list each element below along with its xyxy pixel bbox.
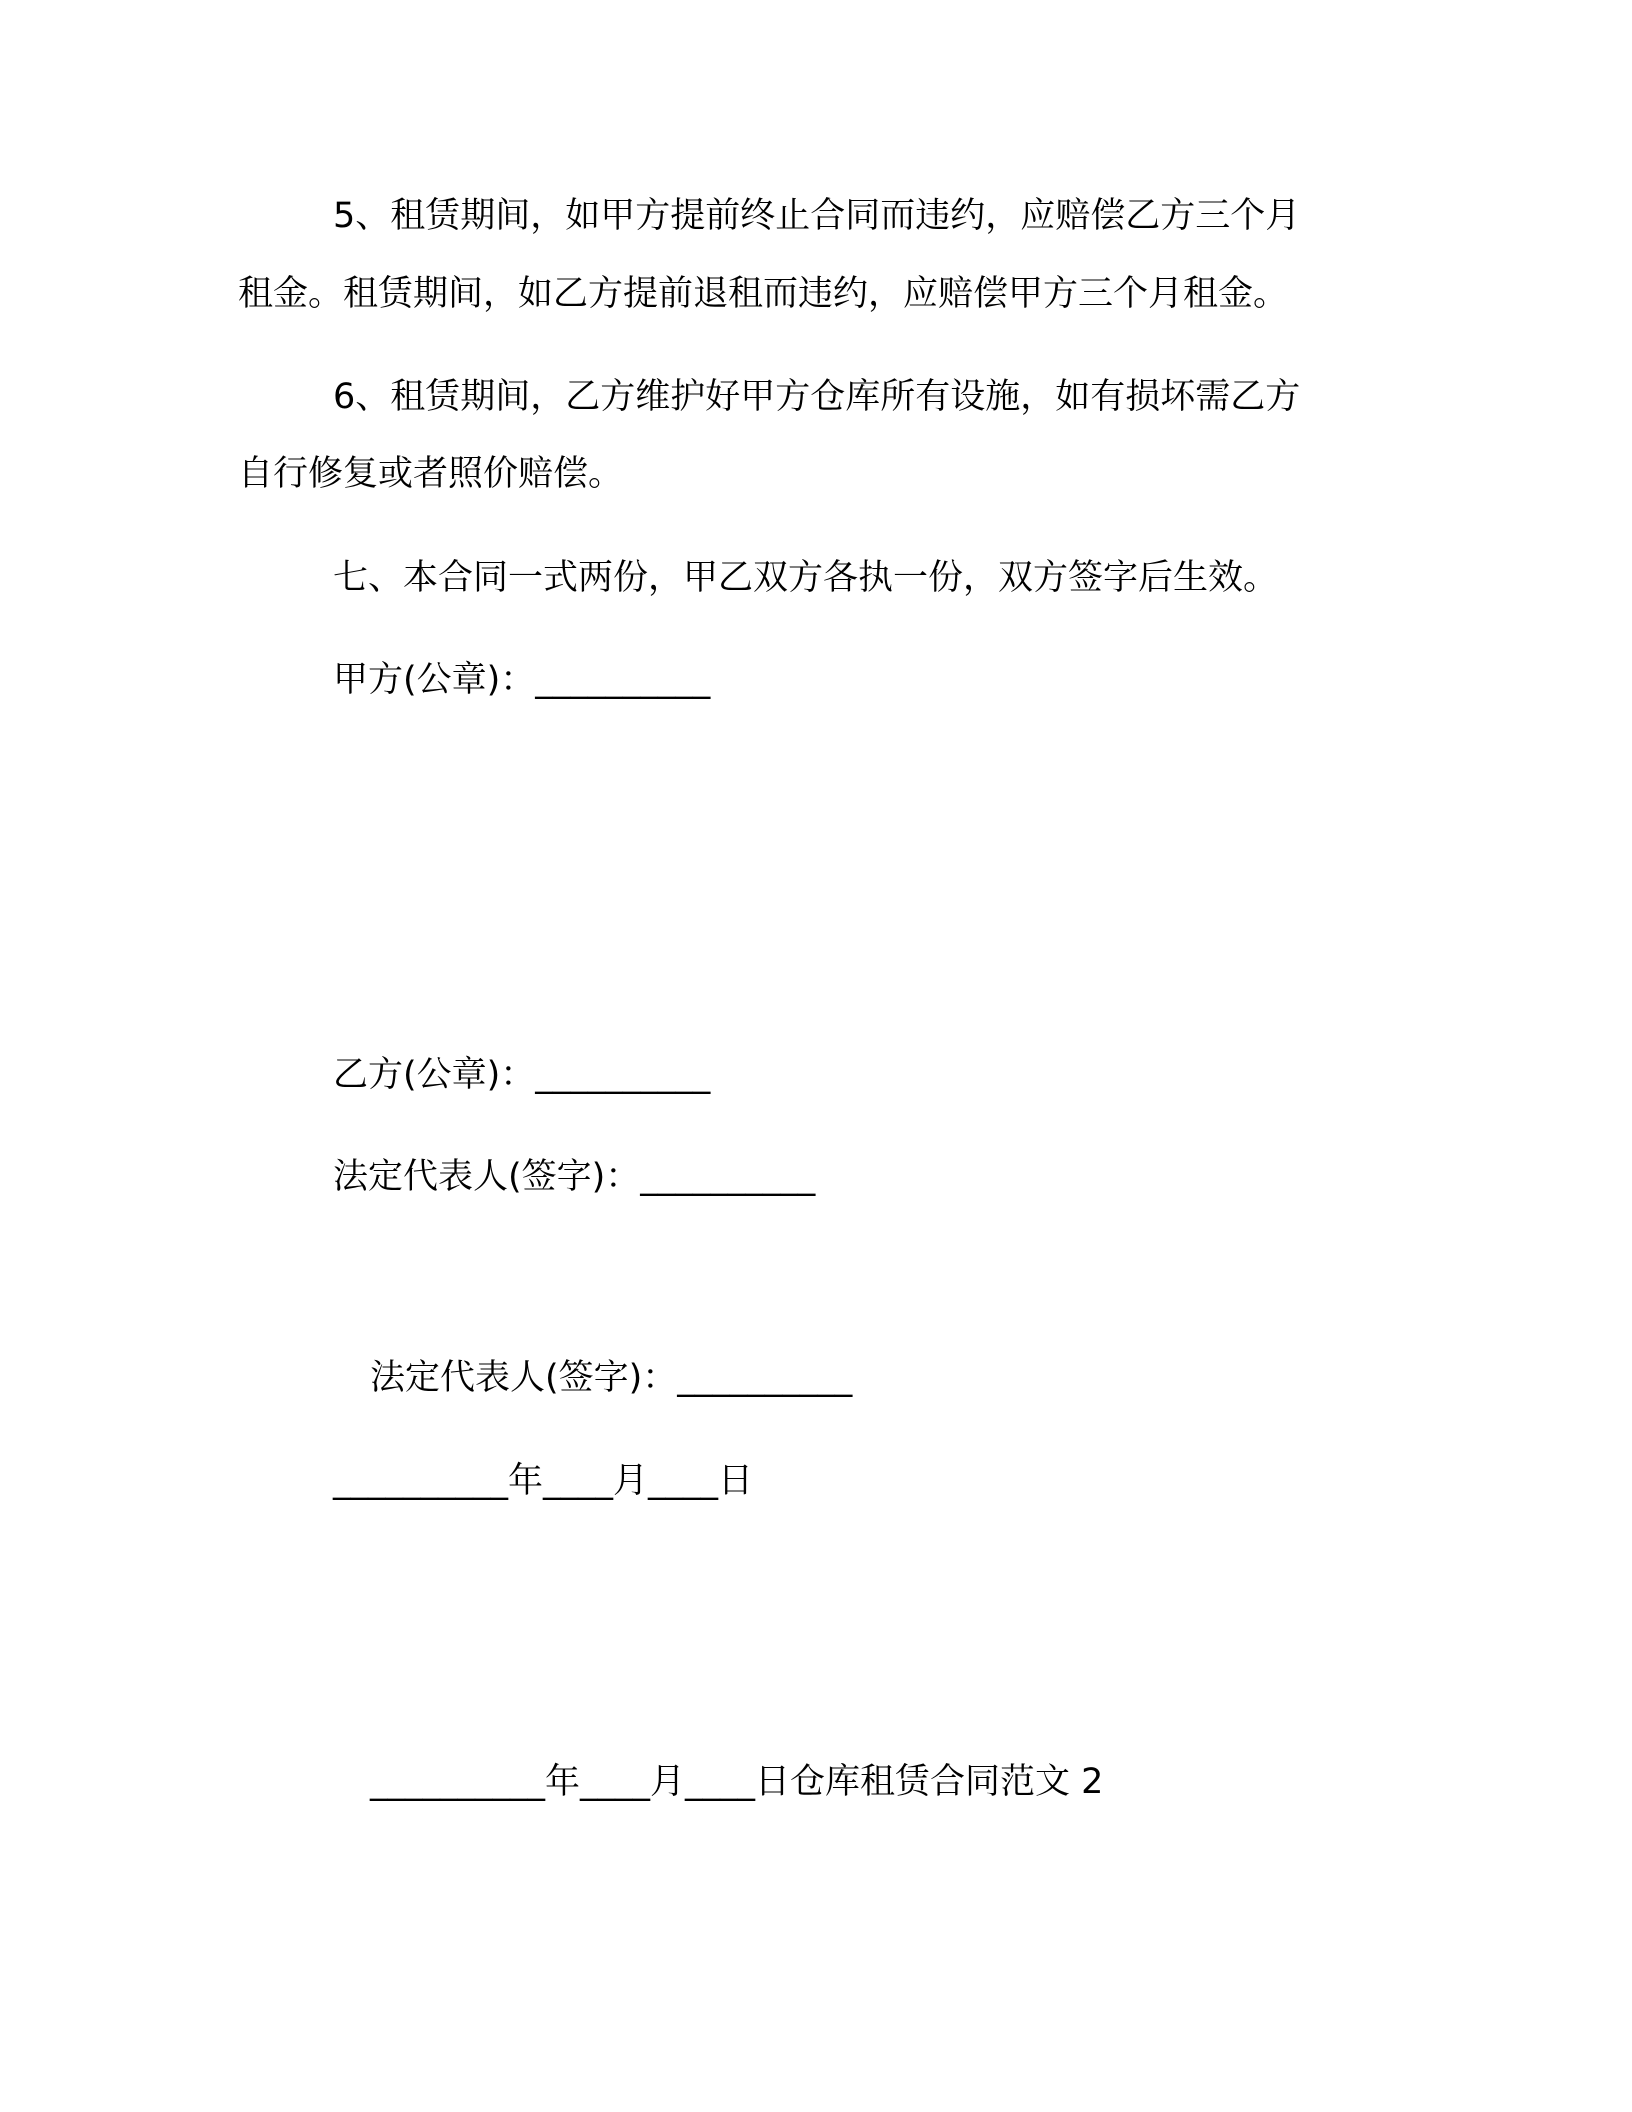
clause-5-line-1: 5、租赁期间，如甲方提前终止合同而违约，应赔偿乙方三个月 — [333, 196, 1301, 236]
clause-7: 七、本合同一式两份，甲乙双方各执一份，双方签字后生效。 — [333, 558, 1279, 598]
clause-6-line-1: 6、租赁期间，乙方维护好甲方仓库所有设施，如有损坏需乙方 — [333, 377, 1301, 417]
legal-representative-signature-1: 法定代表人(签字)：__________ — [333, 1157, 816, 1197]
party-a-seal-line: 甲方(公章)：__________ — [333, 660, 711, 700]
party-b-seal-line: 乙方(公章)：__________ — [333, 1055, 711, 1095]
legal-representative-signature-2: 法定代表人(签字)：__________ — [370, 1358, 853, 1398]
clause-6-line-2: 自行修复或者照价赔偿。 — [238, 454, 624, 494]
clause-5-line-2: 租金。租赁期间，如乙方提前退租而违约，应赔偿甲方三个月租金。 — [238, 274, 1289, 314]
date-line: __________年____月____日 — [333, 1461, 754, 1501]
date-and-next-contract-title: __________年____月____日仓库租赁合同范文 2 — [370, 1762, 1104, 1802]
